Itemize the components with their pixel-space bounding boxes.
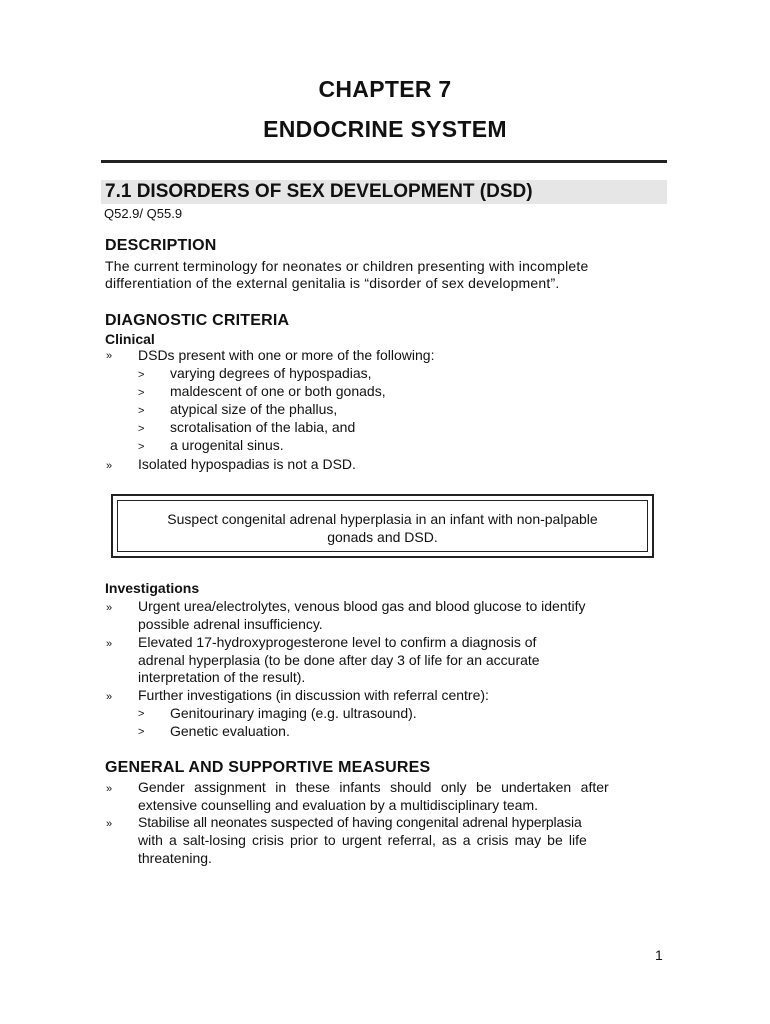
sub-bullet-marker: > xyxy=(138,369,145,381)
bullet-marker: » xyxy=(106,783,113,795)
callout-inner-border xyxy=(117,500,648,552)
investigation-item-1-line-1: Urgent urea/electrolytes, venous blood gas and blood glucose to identify xyxy=(138,598,586,614)
callout-line-1: Suspect congenital adrenal hyperplasia in an infant with non-palpable xyxy=(167,511,598,527)
bullet-marker: » xyxy=(106,818,113,830)
description-line-2: differentiation of the external genitalia is “disorder of sex development”. xyxy=(105,275,560,291)
clinical-sub-item: atypical size of the phallus, xyxy=(170,401,338,417)
clinical-bullet-2: Isolated hypospadias is not a DSD. xyxy=(138,456,356,472)
page-number: 1 xyxy=(655,947,663,963)
clinical-sub-item: varying degrees of hypospadias, xyxy=(170,365,372,381)
general-measures-heading: GENERAL AND SUPPORTIVE MEASURES xyxy=(105,759,431,776)
investigations-heading: Investigations xyxy=(105,580,200,596)
investigation-item-2-line-3: interpretation of the result). xyxy=(138,669,306,685)
general-item-1-line-1: Gender assignment in these infants should only be undertaken after xyxy=(138,779,609,795)
title-divider xyxy=(101,160,667,163)
description-line-1: The current terminology for neonates or children presenting with incomplete xyxy=(105,258,589,274)
callout-text xyxy=(118,510,647,546)
investigation-item-3: Further investigations (in discussion with referral centre): xyxy=(138,687,489,703)
bullet-marker: » xyxy=(106,602,113,614)
clinical-subheading: Clinical xyxy=(105,331,155,347)
investigation-item-1-line-2: possible adrenal insufficiency. xyxy=(138,616,323,632)
bullet-marker: » xyxy=(106,638,113,650)
investigation-sub-item: Genetic evaluation. xyxy=(170,723,290,739)
general-item-1-line-2: extensive counselling and evaluation by a multidisciplinary team. xyxy=(138,797,538,813)
investigation-sub-item: Genitourinary imaging (e.g. ultrasound). xyxy=(170,705,417,721)
sub-bullet-marker: > xyxy=(138,423,145,435)
general-item-2-line-1: Stabilise all neonates suspected of having congenital adrenal hyperplasia xyxy=(138,814,582,830)
clinical-bullet-1: DSDs present with one or more of the following: xyxy=(138,347,435,363)
chapter-subtitle: ENDOCRINE SYSTEM xyxy=(263,116,507,142)
sub-bullet-marker: > xyxy=(138,405,145,417)
sub-bullet-marker: > xyxy=(138,441,145,453)
diagnostic-heading: DIAGNOSTIC CRITERIA xyxy=(105,312,290,329)
bullet-marker: » xyxy=(106,691,113,703)
clinical-sub-item: a urogenital sinus. xyxy=(170,437,284,453)
callout-line-2: gonads and DSD. xyxy=(327,529,438,545)
section-title: 7.1 DISORDERS OF SEX DEVELOPMENT (DSD) xyxy=(105,181,533,202)
clinical-sub-item: scrotalisation of the labia, and xyxy=(170,419,356,435)
general-item-2-line-2: with a salt-losing crisis prior to urgent referral, as a crisis may be life xyxy=(138,832,587,848)
investigation-item-2-line-2: adrenal hyperplasia (to be done after day 3 of life for an accurate xyxy=(138,652,540,668)
icd-codes: Q52.9/ Q55.9 xyxy=(104,206,183,221)
bullet-marker: » xyxy=(106,460,113,472)
chapter-title: CHAPTER 7 xyxy=(318,76,452,102)
callout-box xyxy=(111,494,654,558)
sub-bullet-marker: > xyxy=(138,726,145,738)
general-item-2-line-3: threatening. xyxy=(138,850,212,866)
sub-bullet-marker: > xyxy=(138,708,145,720)
clinical-sub-item: maldescent of one or both gonads, xyxy=(170,383,386,399)
investigation-item-2-line-1: Elevated 17-hydroxyprogesterone level to confirm a diagnosis of xyxy=(138,634,537,650)
bullet-marker: » xyxy=(106,350,113,362)
sub-bullet-marker: > xyxy=(138,387,145,399)
description-heading: DESCRIPTION xyxy=(105,237,217,254)
